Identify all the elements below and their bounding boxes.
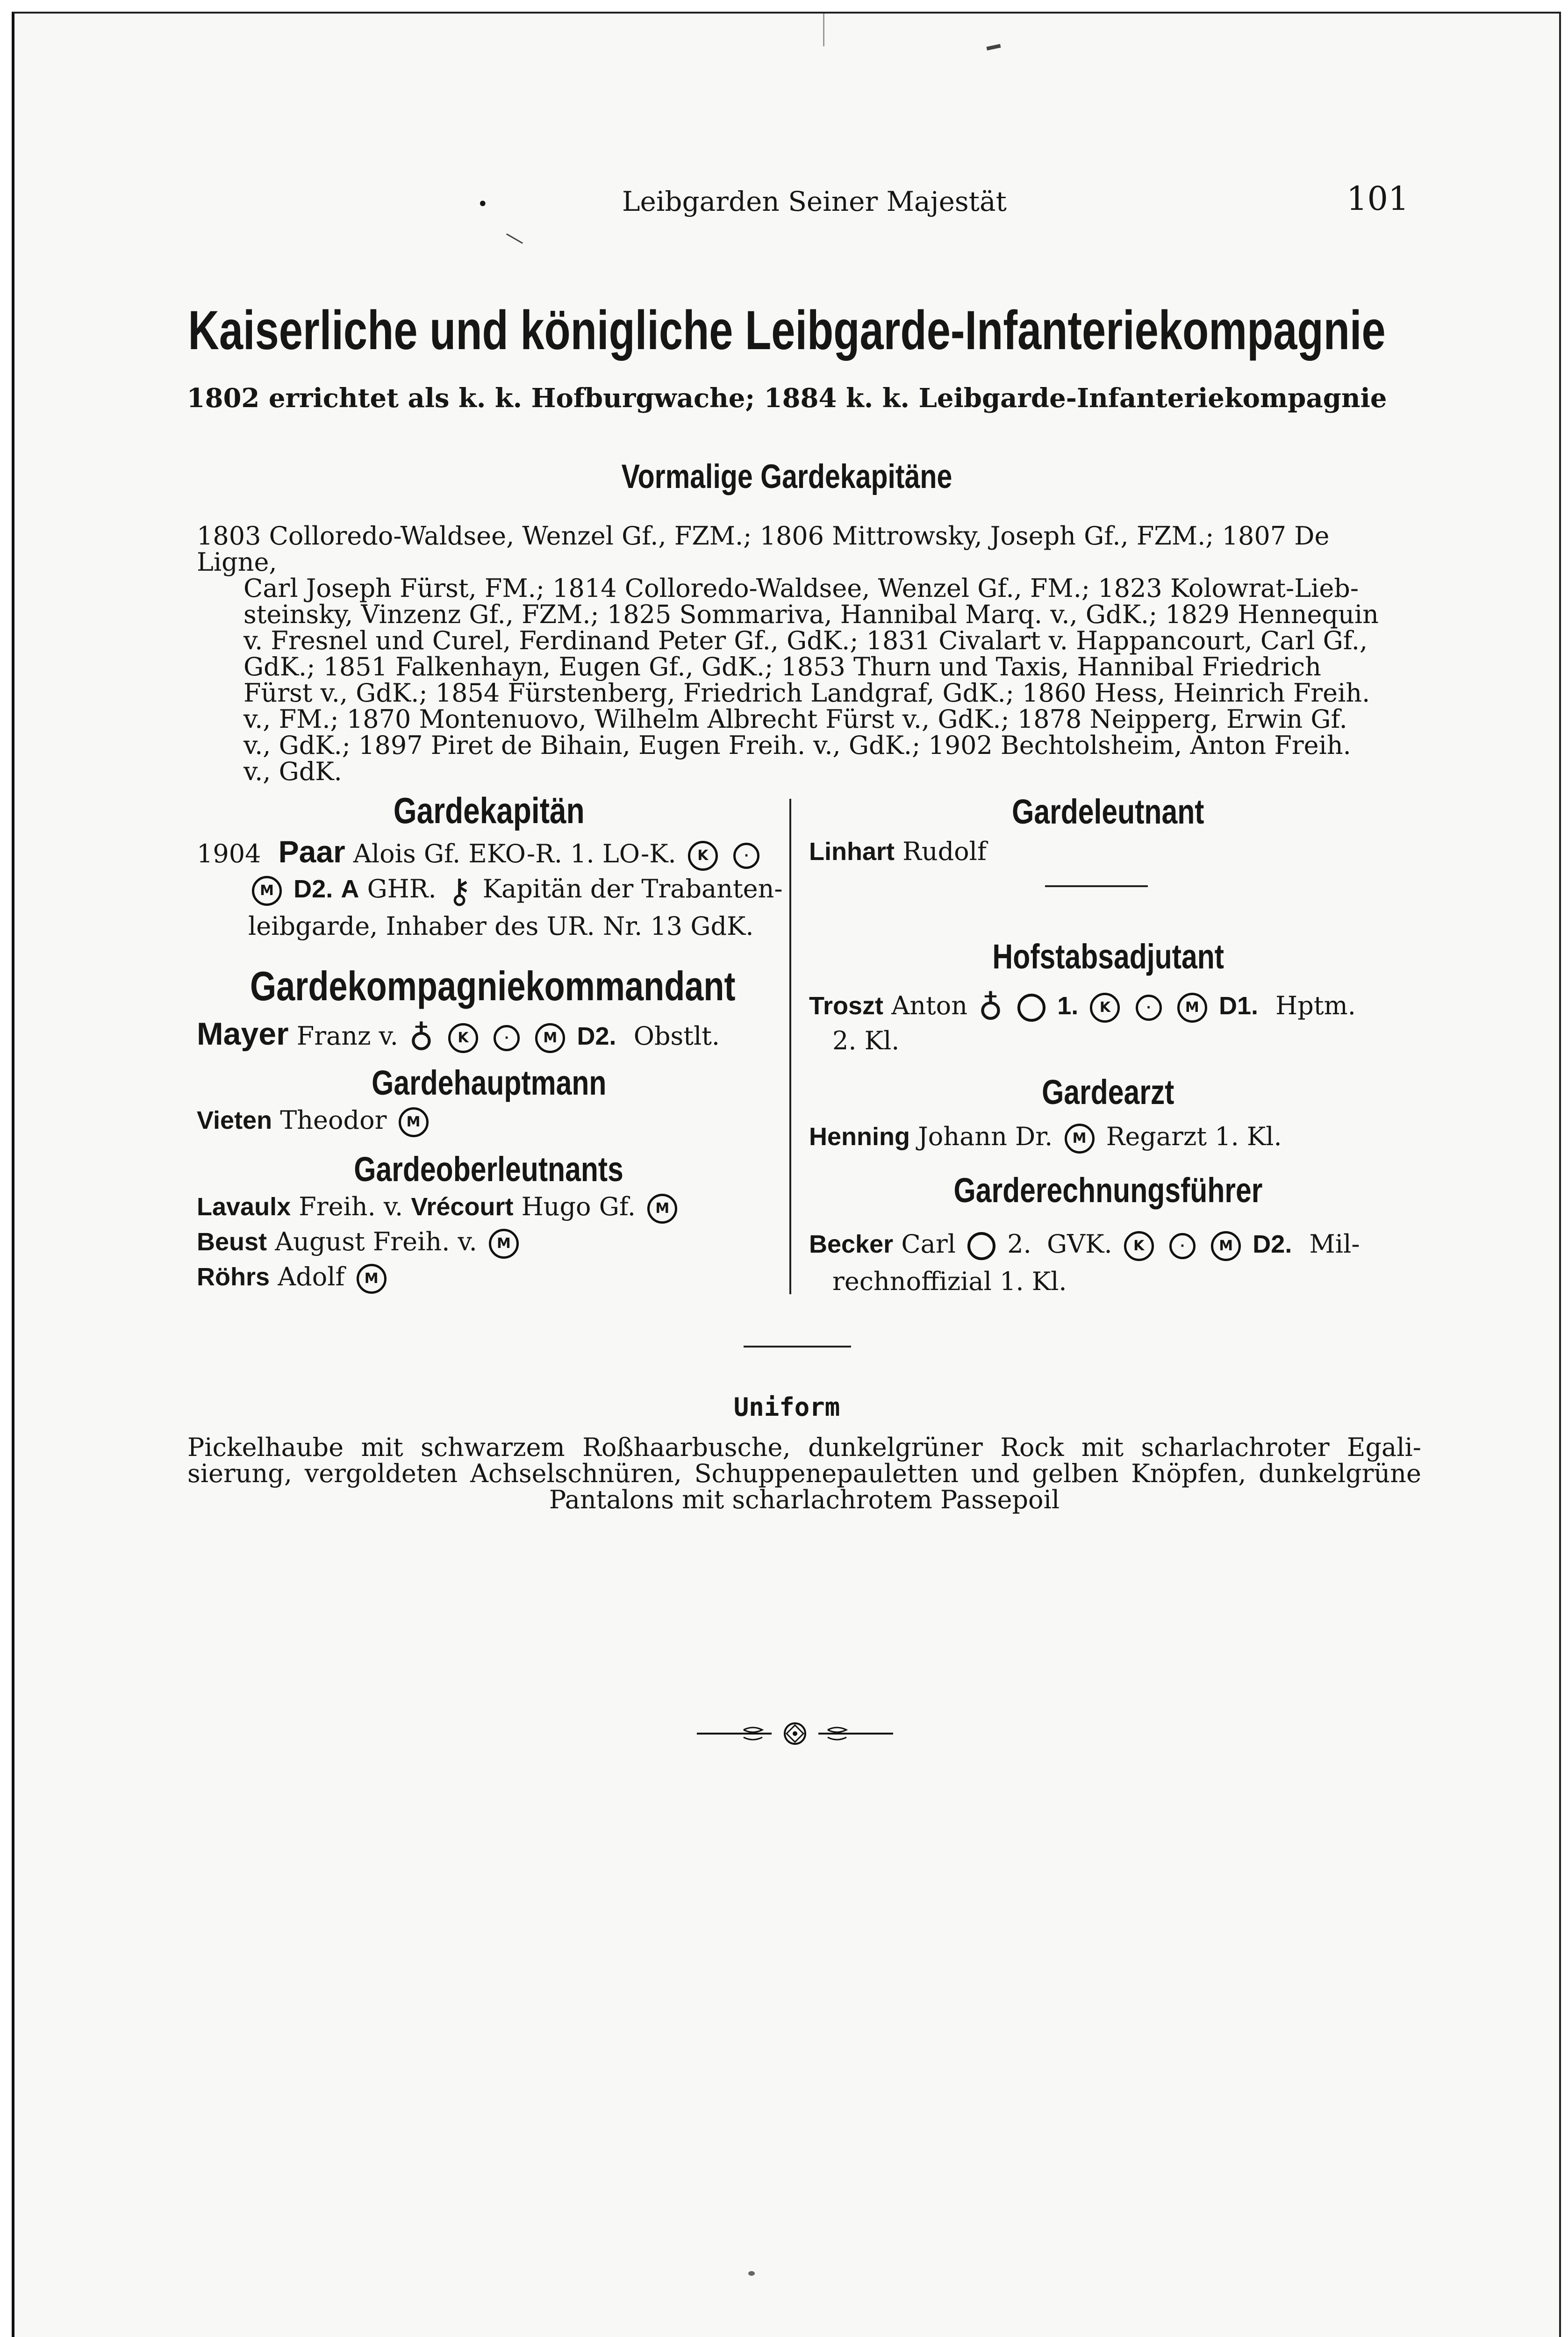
hauptmann-name: Vieten [197,1106,272,1134]
hauptmann-heading: Gardehauptmann [371,1063,607,1102]
oberleutnant-name-2: Beust [197,1228,267,1256]
adjutant-name: Troszt [809,992,884,1020]
rechnungsfuehrer-two: 2. [1007,1229,1031,1259]
speck [748,2271,755,2276]
arzt-heading-wrap [804,1072,1412,1112]
former-captains-heading: Vormalige Gardekapitäne [621,458,952,495]
gardekapitaen-d: D2. [294,875,333,903]
kommandant-heading: Gardekompagniekommandant [250,963,736,1009]
hauptmann-line [197,1105,432,1137]
dot-medal-icon: · [733,843,759,869]
gardekapitaen-ghr: GHR. [367,874,437,903]
separator-rule [744,1346,851,1348]
adjutant-rank: Hptm. [1275,991,1356,1020]
former-captains-line: v., FM.; 1870 Montenuovo, Wilhelm Albrecht Fürst v., GdK.; 1878 Neipperg, Erwin Gf. [243,704,1347,734]
arzt-rank: Regarzt 1. Kl. [1106,1122,1282,1151]
header-bullet: • [477,194,488,215]
adjutant-one: 1. [1057,992,1079,1020]
gardekapitaen-a: A [341,875,359,903]
m-medal-icon: M [357,1264,387,1294]
adjutant-d: D1. [1218,992,1258,1020]
main-title: Kaiserliche und königliche Leibgarde-Infanteriekompagnie [188,300,1386,361]
former-captains-line: v., GdK.; 1897 Piret de Bihain, Eugen Freih. v., GdK.; 1902 Bechtolsheim, Anton Freih. [243,731,1351,760]
adjutant-line2: 2. Kl. [832,1026,900,1055]
m-medal-icon: M [489,1229,519,1259]
oberleutnant-mid-1: Freih. v. [299,1192,403,1221]
m-medal-icon: M [1177,993,1207,1023]
former-captains-text [197,523,1412,785]
speck [506,233,523,244]
dot-medal-icon: · [494,1025,520,1051]
dot-medal-icon: · [1169,1233,1196,1259]
ring-order-icon [967,1232,995,1260]
dot-medal-icon: · [1136,995,1162,1021]
kommandant-given: Franz v. [296,1021,398,1051]
key-icon: ⚷ [447,871,472,910]
leutnant-given: Rudolf [902,837,987,866]
former-captains-line: v. Fresnel und Curel, Ferdinand Peter Gf., GdK.; 1831 Civalart v. Happancourt, Carl Gf., [243,626,1368,655]
arzt-line [809,1121,1282,1154]
kommandant-line [197,1016,720,1058]
speck [986,44,1001,50]
page [12,12,1561,2337]
adjutant-heading-wrap [804,937,1412,976]
hauptmann-given: Theodor [280,1105,387,1135]
subtitle: 1802 errichtet als k. k. Hofburgwache; 1884 k. k. Leibgarde-Infanteriekompagnie [186,383,1387,414]
adjutant-given: Anton [891,991,967,1020]
kommandant-d: D2. [577,1022,616,1050]
former-captains-line: Fürst v., GdK.; 1854 Fürstenberg, Friedrich Landgraf, GdK.; 1860 Hess, Heinrich Freih. [243,678,1370,708]
uniform-heading: Uniform [733,1392,840,1422]
m-medal-icon: M [535,1023,565,1053]
oberleutnant-line-2 [197,1226,523,1259]
hauptmann-heading-wrap [197,1063,781,1103]
gardekapitaen-heading: Gardekapitän [393,790,585,831]
gardekapitaen-line1 [197,836,763,871]
rechnungsfuehrer-line2: rechnoffizial 1. Kl. [832,1267,1067,1296]
gardekapitaen-line3: leibgarde, Inhaber des UR. Nr. 13 GdK. [248,911,754,941]
k-order-icon: K [688,841,718,871]
gardekapitaen-line2 [248,871,783,910]
short-rule [1045,885,1148,887]
ornament-divider [697,1720,893,1748]
leutnant-line [809,836,987,867]
running-header-title: Leibgarden Seiner Majestät [622,186,1007,217]
k-order-icon: K [448,1023,478,1053]
oberleutnant-line-3 [197,1262,390,1294]
oberleutnant-line-1 [197,1191,681,1224]
former-captains-line: GdK.; 1851 Falkenhayn, Eugen Gf., GdK.; 1853 Thurn und Taxis, Hannibal Friedrich [243,652,1321,681]
former-captains-line: Carl Joseph Fürst, FM.; 1814 Colloredo-Waldsee, Wenzel Gf., FM.; 1823 Kolowrat-Lieb- [243,573,1359,603]
k-order-icon: K [1090,993,1120,1023]
adjutant-line [809,988,1356,1027]
gardekapitaen-year: 1904 [197,839,261,868]
uniform-line: Pickelhaube mit schwarzem Roßhaarbusche, dunkelgrüner Rock mit scharlachroter Egali- [187,1433,1421,1462]
oberleutnants-heading: Gardeoberleutnants [354,1150,624,1189]
column-divider [789,799,791,1294]
rechnungsfuehrer-gvk: GVK. [1046,1229,1112,1259]
oberleutnant-name-1: Lavaulx [197,1193,291,1221]
arzt-rest: Johann Dr. [918,1122,1053,1151]
cross-order-icon: ♁ [409,1018,434,1058]
gardekapitaen-role: Kapitän der Trabanten- [482,874,783,903]
rechnungsfuehrer-given: Carl [901,1229,956,1259]
kommandant-heading-wrap [197,962,781,1010]
uniform-text [187,1434,1421,1513]
arzt-name: Henning [809,1123,910,1151]
rechnungsfuehrer-heading-wrap [804,1170,1412,1210]
main-title-wrap [14,299,1559,362]
m-medal-icon: M [1211,1231,1241,1261]
rechnungsfuehrer-tail: Mil- [1309,1229,1360,1259]
kommandant-rank: Obstlt. [633,1021,720,1051]
uniform-line: sierung, vergoldeten Achselschnüren, Schuppenepauletten und gelben Knöpfen, dunkelgrüne [187,1459,1421,1488]
former-captains-line: v., GdK. [243,757,342,786]
ring-order-icon [1017,994,1045,1022]
oberleutnant-rest-3: Adolf [278,1262,345,1291]
former-captains-line: 1803 Colloredo-Waldsee, Wenzel Gf., FZM.; 1806 Mittrowsky, Joseph Gf., FZM.; 1807 De Ligne, [197,521,1330,577]
rechnungsfuehrer-heading: Garderechnungsführer [953,1171,1263,1210]
oberleutnant-rest-2: August Freih. v. [275,1227,477,1256]
adjutant-heading: Hofstabsadjutant [992,937,1224,976]
gardekapitaen-name: Paar [278,834,345,869]
gardekapitaen-info: Alois Gf. EKO-R. 1. LO-K. [353,839,676,868]
former-captains-heading-wrap [14,458,1559,496]
former-captains-line: steinsky, Vinzenz Gf., FZM.; 1825 Sommariva, Hannibal Marq. v., GdK.; 1829 Hennequin [243,600,1379,629]
rechnungsfuehrer-line [809,1229,1360,1261]
rechnungsfuehrer-name: Becker [809,1230,894,1258]
rechnungsfuehrer-d: D2. [1253,1230,1292,1258]
gardekapitaen-heading-wrap [197,789,781,832]
k-order-icon: K [1124,1231,1154,1261]
page-number: 101 [1346,179,1409,218]
m-medal-icon: M [399,1107,429,1137]
oberleutnants-heading-wrap [197,1149,781,1189]
uniform-line: Pantalons mit scharlachrotem Passepoil [549,1485,1060,1514]
m-medal-icon: M [1065,1124,1095,1154]
m-medal-icon: M [647,1194,677,1224]
leutnant-name: Linhart [809,838,895,866]
oberleutnant-name-1b: Vrécourt [411,1193,514,1221]
leutnant-heading: Gardeleutnant [1012,792,1204,831]
oberleutnant-rest-1: Hugo Gf. [521,1192,636,1221]
speck [823,14,824,46]
leutnant-heading-wrap [804,792,1412,832]
kommandant-name: Mayer [197,1016,289,1052]
m-medal-icon: M [252,876,282,906]
cross-order-icon: ♁ [978,988,1003,1027]
oberleutnant-name-3: Röhrs [197,1263,270,1291]
arzt-heading: Gardearzt [1042,1073,1174,1111]
